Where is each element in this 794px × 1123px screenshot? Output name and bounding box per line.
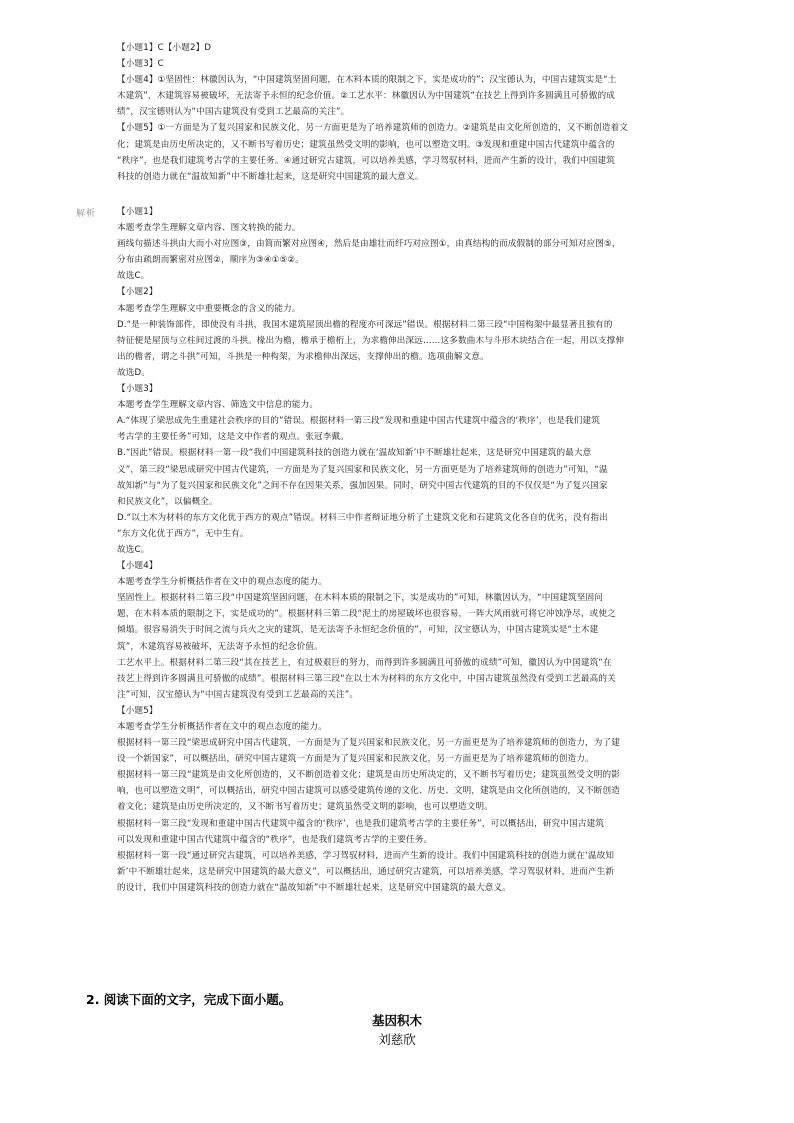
analysis-line: 故选C。 — [117, 271, 150, 282]
analysis-line: 本题考查学生分析概括作者在文中的观点态度的能力。 — [117, 722, 327, 732]
analysis-line: 【小题4】 — [117, 561, 158, 572]
analysis-line: 工艺水平上。根据材料二第三段“其在技艺上，有过极艰巨的努力，而得到许多圆满且可骄傲的成绩”可知，徽因认为中国建筑“在 — [117, 657, 612, 668]
analysis-line: 响，也可以塑造文明”，可以概括出，研究中国古建筑可以感受建筑传递的文化、历史、文明，建筑是由文化所创造的，又不断创造 — [117, 786, 620, 797]
analysis-line: 本题考查学生理解文章内容、图文转换的能力。 — [117, 223, 301, 234]
analysis-line: 倾塌。很容易消失于时间之流与兵火之灾的建筑，是无法寄予永恒纪念价值的”，可知，汉宝德认为，中国古建筑实是“土木建 — [117, 625, 599, 636]
answer-section — [117, 40, 727, 185]
question-2-heading: 2. 阅读下面的文字，完成下面小题。 — [86, 992, 292, 1007]
analysis-line: “东方文化优于西方”，无中生有。 — [117, 528, 249, 539]
analysis-line: 着文化；建筑是由历史所决定的，又不断书写着历史；建筑虽然受文明的影响，也可以塑造文明。 — [117, 802, 493, 813]
analysis-line: 【小题5】 — [117, 705, 158, 716]
analysis-line: A.“体现了梁思成先生重建社会秩序的目的”错误。根据材料一第三段“发现和重建中国古代建筑中蕴含的‘秩序’，也是我们建筑 — [117, 416, 601, 427]
article-title: 基因积木 — [371, 1013, 422, 1028]
analysis-section — [117, 204, 727, 896]
analysis-line: 义”，第三段“梁思成研究中国古代建筑，一方面是为了复兴国家和民族文化，另一方面更是为了培养建筑师的创造力”可知，“温 — [117, 464, 608, 475]
analysis-line: 【小题1】 — [117, 207, 158, 217]
analysis-line: 故选C。 — [117, 544, 150, 555]
analysis-line: 可以发现和重建中国古代建筑中蕴含的“秩序”，也是我们建筑考古学的主要任务。 — [117, 834, 433, 845]
answer-line: 【小题3】C — [117, 59, 164, 70]
analysis-line: 画线句描述斗拱由大而小对应图③，由简而繁对应图④，然后是由雄壮而纤巧对应图①，由真结构的而成假制的部分可知对应图⑤， — [117, 239, 621, 250]
analysis-line: 出的檐者，谓之斗拱”可知，斗拱是一种构架，为求檐伸出深远，支撑伸出的檐。选项曲解文意。 — [117, 351, 489, 362]
analysis-line: 筑”，木建筑容易被破坏，无法寄予永恒的纪念价值。 — [117, 641, 323, 652]
analysis-line: 根据材料一第一段“通过研究古建筑，可以培养美感，学习驾驭材料，进而产生新的设计。我们中国建筑科技的创造力就在‘温故知 — [117, 850, 615, 861]
analysis-label: 解析 — [76, 209, 97, 219]
analysis-line: 本题考查学生理解文章内容、筛选文中信息的能力。 — [117, 400, 319, 411]
answer-line: 【小题4】①坚固性：林徽因认为，“中国建筑坚固问题，在木料本质的限制之下，实是成功的”；汉宝德认为，中国古建筑实是“土 — [117, 75, 617, 86]
analysis-line: 本题考查学生理解文中重要概念的含义的能力。 — [117, 303, 301, 314]
analysis-line: 根据材料一第三段“建筑是由文化所创造的，又不断创造着文化；建筑是由历史所决定的，又不断书写着历史；建筑虽然受文明的影 — [117, 770, 620, 781]
analysis-line: 考古学的主要任务”可知，这是文中作者的观点。张冠李戴。 — [117, 432, 349, 443]
analysis-line: 和民族文化”，以偏概全。 — [117, 496, 218, 507]
analysis-line: 新’中不断雄壮起来，这是研究中国建筑的最大意义”，可以概括出，通过研究古建筑，可以培养美感，学习驾驭材料，进而产生新 — [117, 866, 615, 877]
analysis-line: 故知新”与“为了复兴国家和民族文化”之间不存在因果关系，强加因果。同时，研究中国古代建筑的目的不仅仅是“为了复兴国家 — [117, 480, 608, 491]
answer-line: 科技的创造力就在“温故知新”中不断雄壮起来，这是研究中国建筑的最大意义。 — [117, 171, 424, 182]
analysis-line: 根据材料一第三段“发现和重建中国古代建筑中蕴含的‘秩序’，也是我们建筑考古学的主要任务”，可以概括出，研究中国古建筑 — [117, 818, 605, 829]
analysis-line: 设一个新国家”，可以概括出，研究中国古建筑一方面是为了复兴国家和民族文化，另一方面更是为了培养建筑师的创造力。 — [117, 754, 594, 765]
answer-line: 绩”，汉宝德则认为“中国古建筑没有受到工艺最高的关注”。 — [117, 107, 350, 118]
analysis-line: 技艺上得到许多圆满且可骄傲的成绩”。根据材料三第三段“在以土木为材料的东方文化中，中国古建筑虽然没有受到工艺最高的关 — [117, 673, 616, 684]
analysis-line: 注”可知，汉宝德认为“中国古建筑没有受到工艺最高的关注”。 — [117, 689, 359, 700]
analysis-line: 【小题2】 — [117, 287, 158, 298]
analysis-line: B.“因此”错误。根据材料一第一段“我们中国建筑科技的创造力就在‘温故知新’中不断雄壮起来，这是研究中国建筑的最大意 — [117, 448, 592, 459]
analysis-line: 【小题3】 — [117, 384, 158, 395]
analysis-line: D.“以土木为材料的东方文化优于西方的观点”错误。材料三中作者辩证地分析了土建筑文化和石建筑文化各自的优劣，没有指出 — [117, 512, 609, 523]
answer-line: 化；建筑是由历史所决定的，又不断书写着历史；建筑虽然受文明的影响，也可以塑造文明。③发现和重建中国古代建筑中蕴含的 — [117, 139, 615, 150]
analysis-line: 本题考查学生分析概括作者在文中的观点态度的能力。 — [117, 577, 327, 588]
analysis-line: D.“是一种装饰部件，即使没有斗拱，我国木建筑屋顶出檐的程度亦可深远”错误。根据材料二第三段“中国构架中最显著且独有的 — [117, 319, 613, 330]
article-author: 刘慈欣 — [378, 1032, 416, 1047]
answer-line: 【小题1】C【小题2】D — [117, 43, 212, 53]
analysis-line: 坚固性上。根据材料二第三段“中国建筑坚固问题，在木料本质的限制之下，实是成功的”可知，林徽因认为，“中国建筑坚固问 — [117, 593, 603, 604]
answer-line: “秩序”，也是我们建筑考古学的主要任务。④通过研究古建筑，可以培养美感，学习驾驭材料，进而产生新的设计，我们中国建筑 — [117, 155, 615, 166]
analysis-line: 特征便是屋顶与立柱间过渡的斗拱。椽出为檐，檐承于檐桁上，为求檐伸出深远……这多数曲木与斗形木块结合在一起，用以支撑伸 — [117, 335, 625, 346]
answer-line: 木建筑”，木建筑容易被破坏，无法寄予永恒的纪念价值。②工艺水平：林徽因认为中国建筑“在技艺上得到许多圆满且可骄傲的成 — [117, 91, 615, 102]
analysis-line: 的设计，我们中国建筑科技的创造力就在“温故知新”中不断雄壮起来，这是研究中国建筑的最大意义。 — [117, 882, 511, 893]
answer-line: 【小题5】①一方面是为了复兴国家和民族文化，另一方面更是为了培养建筑师的创造力。②建筑是由文化所创造的，又不断创造着文 — [117, 123, 628, 134]
analysis-line: 故选D。 — [117, 367, 150, 378]
analysis-line: 题，在木料本质的限制之下，实是成功的”。根据材料三第二段“泥土的房屋破坏也很容易，一阵大风雨就可将它冲蚀净尽，或使之 — [117, 609, 616, 620]
analysis-line: 分布由疏朗而繁密对应图②，顺序为③④①⑤②。 — [117, 255, 305, 266]
analysis-line: 根据材料一第三段“梁思成研究中国古代建筑，一方面是为了复兴国家和民族文化，另一方面更是为了培养建筑师的创造力，为了建 — [117, 738, 620, 749]
